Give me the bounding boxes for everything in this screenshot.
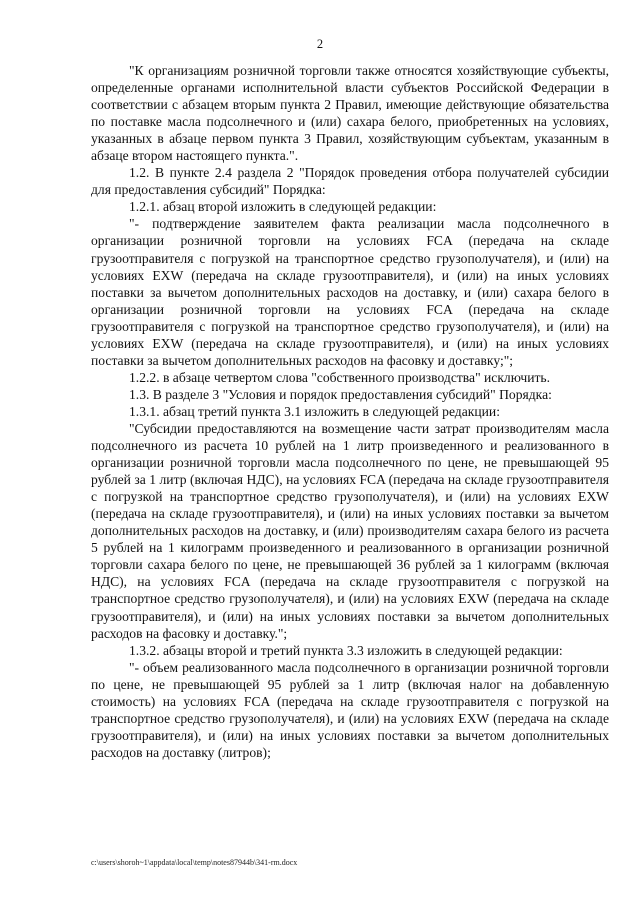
footer-file-path: c:\users\shoroh~1\appdata\local\temp\notes87944b\341-rm.docx xyxy=(91,858,298,867)
paragraph-1-2-2: 1.2.2. в абзаце четвертом слова "собственного производства" исключить. xyxy=(129,369,551,385)
paragraph-1-3: 1.3. В разделе 3 "Условия и порядок предоставления субсидий" Порядка: xyxy=(129,386,552,402)
paragraph-subsidies: "Субсидии предоставляются на возмещение части затрат производителям масла подсолнечного из расчета 10 рублей на 1 литр произведенного и реализованного в организации розничной торговли масла подсолнечного по цене, не превышающей 95 рублей за 1 литр (включая НДС), на условиях FCA (передача на складе грузоотправителя с погрузкой на транспортное средство грузополучателя), и (или) на условиях EXW (передача на складе грузоотправителя), и (или) на иных условиях поставки за вычетом дополнительных расходов на доставку, и (или) производителям сахара белого из расчета 5 рублей на 1 килограмм произведенного и реализованного в организации розничной торговли сахара белого по цене, не превышающей 36 рублей за 1 килограмм (включая НДС), на условиях FCA (передача на складе грузоотправителя с погрузкой на транспортное средство грузополучателя), и (или) на условиях EXW (передача на складе грузоотправителя), и (или) на иных условиях поставки за вычетом дополнительных расходов на фасовку и доставку."; xyxy=(91,420,609,641)
paragraph-1-2-1: 1.2.1. абзац второй изложить в следующей редакции: xyxy=(129,199,437,215)
page-number: 2 xyxy=(316,37,324,51)
paragraph-confirmation: "- подтверждение заявителем факта реализации масла подсолнечного в организации розничной торговли на условиях FCA (передача на складе грузоотправителя с погрузкой на транспортное средство грузополучателя), и (или) на условиях EXW (передача на складе грузоотправителя), и (или) на иных условиях поставки за вычетом дополнительных расходов на доставку, и (или) сахара белого в организации розничной торговли на условиях FCA (передача на складе грузоотправителя с погрузкой на транспортное средство грузополучателя), и (или) на условиях EXW (передача на складе грузоотправителя), и (или) на иных условиях поставки за вычетом дополнительных расходов на фасовку и доставку;"; xyxy=(91,216,609,368)
document-body xyxy=(91,62,609,761)
paragraph-1-3-2: 1.3.2. абзацы второй и третий пункта 3.3 изложить в следующей редакции: xyxy=(129,642,563,658)
paragraph-1-3-1: 1.3.1. абзац третий пункта 3.1 изложить в следующей редакции: xyxy=(129,403,500,419)
paragraph-1-2: 1.2. В пункте 2.4 раздела 2 "Порядок проведения отбора получателей субсидии для предоставления субсидий" Порядка: xyxy=(91,165,609,198)
paragraph-retail-entities: "К организациям розничной торговли также относятся хозяйствующие субъекты, определенные органами исполнительной власти субъектов Российской Федерации в соответствии с абзацем вторым пункта 2 Правил, имеющие действующие обязательства по поставке масла подсолнечного и (или) сахара белого, приобретенных на условиях, указанных в абзаце первом пункта 3 Правил, хозяйствующим субъектам, указанным в абзаце втором настоящего пункта.". xyxy=(91,63,609,164)
paragraph-volume: "- объем реализованного масла подсолнечного в организации розничной торговли по цене, не превышающей 95 рублей за 1 литр (включая налог на добавленную стоимость) на условиях FCA (передача на складе грузоотправителя с погрузкой на транспортное средство грузополучателя), и (или) на условиях EXW (передача на складе грузоотправителя), и (или) на иных условиях поставки за вычетом дополнительных расходов на доставку (литров); xyxy=(91,659,609,760)
